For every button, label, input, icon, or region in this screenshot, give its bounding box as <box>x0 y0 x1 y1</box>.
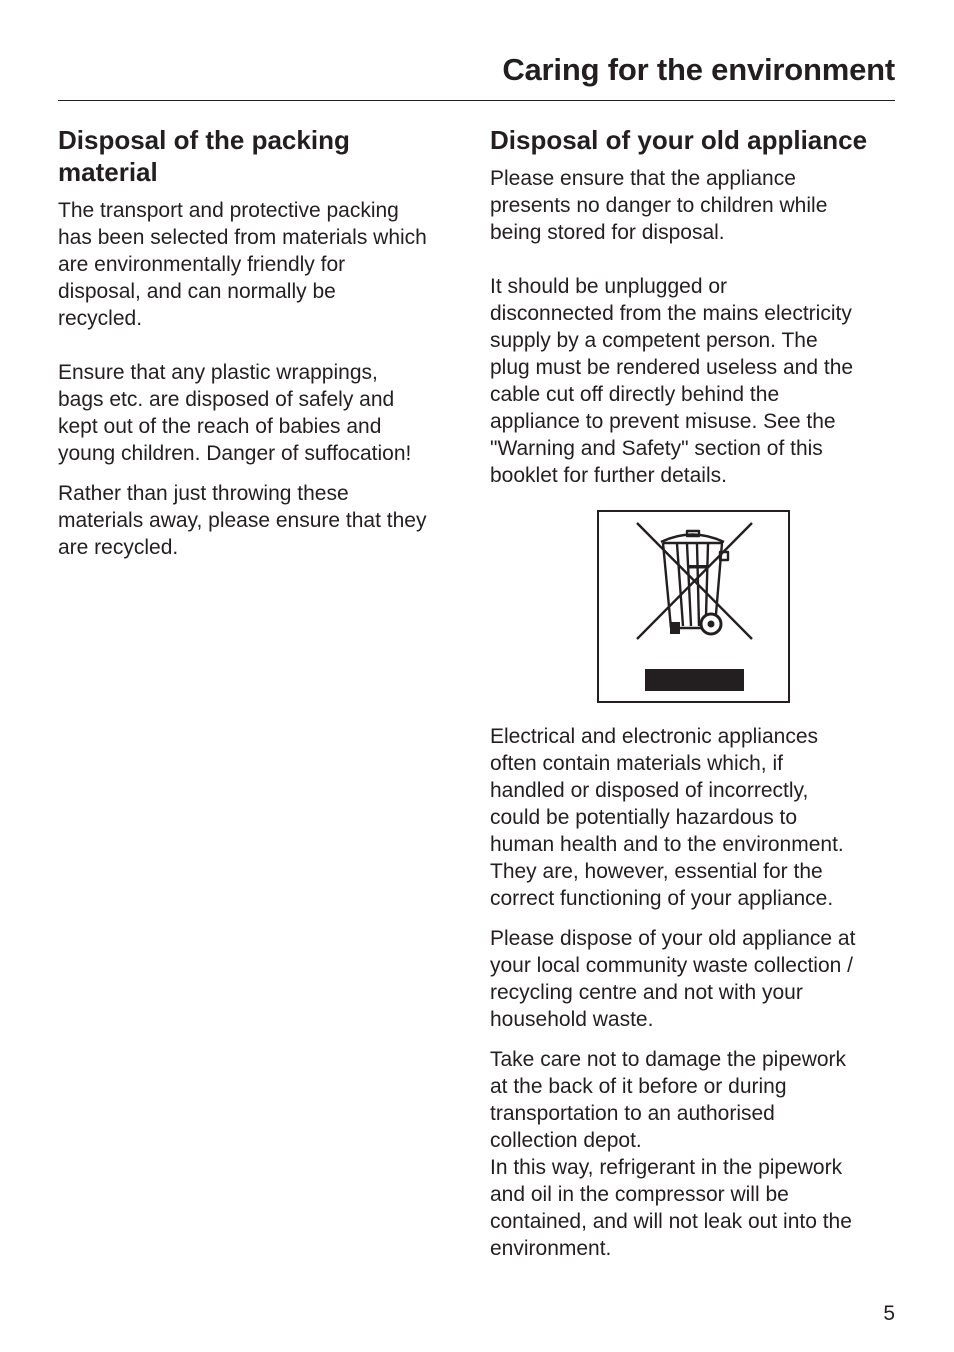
crossed-out-wheelie-bin-icon <box>599 512 788 701</box>
child-safety-paragraph: Please ensure that the appliance presents no danger to children while being stored for disposal. <box>490 167 828 244</box>
hazardous-materials-paragraph: Electrical and electronic appliances often contain materials which, if handled or disposed of incorrectly, could be potentially hazardous to human health and to the environment. They are, however, essential for the correct functioning of your appliance. <box>490 725 844 910</box>
page-title: Caring for the environment <box>502 52 895 87</box>
suffocation-warning-paragraph: Ensure that any plastic wrappings, bags etc. are disposed of safely and kept out of the reach of babies and young children. Danger of suffocation! <box>58 361 412 465</box>
packing-materials-paragraph: The transport and protective packing has been selected from materials which are environmentally friendly for disposal, and can normally be recycled. <box>58 199 427 330</box>
header-rule <box>58 100 895 101</box>
pipework-paragraph: Take care not to damage the pipework at the back of it before or during transportation to an authorised collection depot. In this way, refrigerant in the pipework and oil in the compressor will be contained, and will not leak out into the environment. <box>490 1048 852 1260</box>
page-number: 5 <box>883 1302 895 1325</box>
recycle-paragraph: Rather than just throwing these materials away, please ensure that they are recycled. <box>58 482 427 559</box>
old-appliance-disposal-heading: Disposal of your old appliance <box>490 125 868 155</box>
packing-disposal-heading: Disposal of the packing material <box>58 125 350 187</box>
unplug-paragraph: It should be unplugged or disconnected from the mains electricity supply by a competent person. The plug must be rendered useless and the cable cut off directly behind the appliance to prevent misuse. See the "Warning and Safety" section of this booklet for further details. <box>490 275 854 487</box>
weee-symbol <box>597 510 790 703</box>
packing-disposal-section <box>58 124 468 561</box>
collection-centre-paragraph: Please dispose of your old appliance at your local community waste collection / recycling centre and not with your household waste. <box>490 927 856 1031</box>
old-appliance-disposal-section <box>490 124 900 1262</box>
